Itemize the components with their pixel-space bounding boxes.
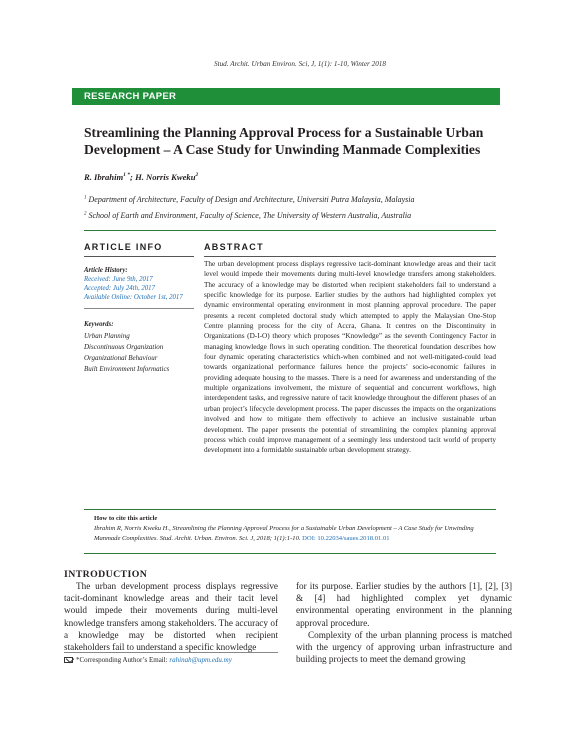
research-paper-banner	[72, 88, 500, 105]
intro-paragraph: Complexity of the urban planning process is matched with the urgency of approving urban infrastructure and building projects to meet the demand growing	[296, 629, 512, 665]
author-2-sup: 2	[195, 172, 199, 179]
author-2-name: H. Norris Kweku	[135, 172, 196, 182]
cite-text: Ibrahim R, Norris Kweku H., Streamlining the Planning Approval Process for a Sustainable Urban Development – A Case Study for Unwinding Manmade Complexities. Stud. Archit. Urban. Environ. Sci. J, 2018; 1(1):1-10.	[94, 525, 474, 542]
how-to-cite	[94, 514, 496, 544]
affiliation-1	[84, 195, 415, 204]
affiliation-2-text: School of Earth and Environment, Faculty of Science, The University of Western Australia, Australia	[88, 211, 412, 220]
intro-right-column	[296, 580, 512, 665]
history-label: Article History:	[84, 267, 128, 274]
corresponding-author-footnote	[64, 652, 278, 664]
history-dates	[84, 275, 183, 303]
journal-reference: Stud. Archit. Urban Environ. Sci, J, 1(1): 1-10, Winter 2018	[213, 60, 386, 68]
cite-label: How to cite this article	[94, 515, 158, 522]
banner-label: RESEARCH PAPER	[84, 91, 177, 102]
footnote-label: *Corresponding Author’s Email:	[76, 656, 170, 664]
intro-paragraph: The urban development process displays regressive tacit-dominant knowledge areas and their tacit level would impede their movements during multi-level knowledge transfers among stakeholders. The accuracy of a knowledge may be distorted when recipient stakeholders fail to understand a specific knowledge	[64, 581, 278, 653]
author-separator: ;	[130, 172, 136, 182]
envelope-icon	[64, 657, 73, 663]
abstract-rule	[204, 256, 496, 257]
author-1-name: R. Ibrahim	[84, 172, 124, 182]
intro-left-column	[64, 580, 278, 653]
abstract-heading: ABSTRACT	[204, 242, 264, 252]
doi-link[interactable]: DOI: 10.22034/saues.2018.01.01	[302, 535, 390, 542]
online-date: Available Online: October 1st, 2017	[84, 294, 183, 302]
author-email-link[interactable]: rahinah@upm.edu.my	[169, 656, 232, 664]
keyword-item: Built Environment Informatics	[84, 365, 170, 373]
accepted-date: Accepted: July 24th, 2017	[84, 285, 155, 293]
introduction-heading: INTRODUCTION	[64, 569, 148, 580]
article-info-heading: ARTICLE INFO	[84, 242, 163, 252]
keyword-item: Urban Planning	[84, 332, 130, 340]
keywords-label: Keywords:	[84, 321, 114, 328]
article-info-rule	[84, 256, 194, 257]
citation-top-rule	[84, 509, 496, 510]
author-line	[84, 172, 198, 182]
received-date: Received: June 9th, 2017	[84, 276, 153, 283]
affiliation-2	[84, 211, 411, 220]
citation-bottom-rule	[84, 553, 496, 554]
keyword-item: Organizational Behaviour	[84, 354, 158, 362]
affiliation-1-text: Department of Architecture, Faculty of Design and Architecture, Universiti Putra Malaysia, Malaysia	[88, 195, 415, 204]
affiliation-2-number: 2	[84, 211, 87, 217]
author-1-sup: 1 *	[123, 172, 131, 179]
article-info-mid-rule	[84, 308, 194, 309]
paper-title: Streamlining the Planning Approval Process for a Sustainable Urban Development – A Case Study for Unwinding Manmade Complexities	[84, 125, 484, 157]
affiliation-1-number: 1	[84, 195, 87, 201]
header-divider	[84, 230, 496, 231]
keyword-item: Discontinuous Organization	[84, 343, 164, 351]
keywords-list	[84, 331, 169, 375]
abstract-text: The urban development process displays regressive tacit-dominant knowledge areas and their tacit level would impede their movements during multi-level knowledge transfers among stakeholders. The accuracy of a knowledge may be distorted when recipient stakeholders fail to understand a specific knowledge for its purpose. Earlier studies by the authors had highlighted complex yet dynamic environmental operating environment in most planning approval procedure. The paper presents a recent completed doctoral study which attempted to apply the Malaysian One-Stop Centre planning process for the city of Accra, Ghana. It centres on the Discontinuity in Organizations (D-I-O) theory which proposes “Knowledge” as the seventh Contingency Factor in managing knowledge flows in such operating condition. The theoretical foundation describes how four dynamic operating characteristics which-when combined and not well-mitigated-could lead towards organizational performance failures hence the projects’ socio-economic failures in providing adequate housing to the masses. There is a need for awareness and understanding of the multiple organizations involvement, the mixture of sequential and concurrent workflows, high interdependent tasks, and regressive nature of tacit knowledge throughout the different phases of an urban project’s lifecycle development process. The paper discusses the impacts on the organizations involved and how to mitigate them effectively to achieve an inclusive sustainable urban development. The paper presents the potential of streamlining the complex planning approval process which could improve management of a seemingly less understood tacit world of property development into a formidable sustainable urban development strategy.	[204, 260, 496, 455]
intro-paragraph: for its purpose. Earlier studies by the authors [1], [2], [3] & [4] had highlighted complex yet dynamic environmental operating environment in the planning approval procedure.	[296, 581, 512, 628]
